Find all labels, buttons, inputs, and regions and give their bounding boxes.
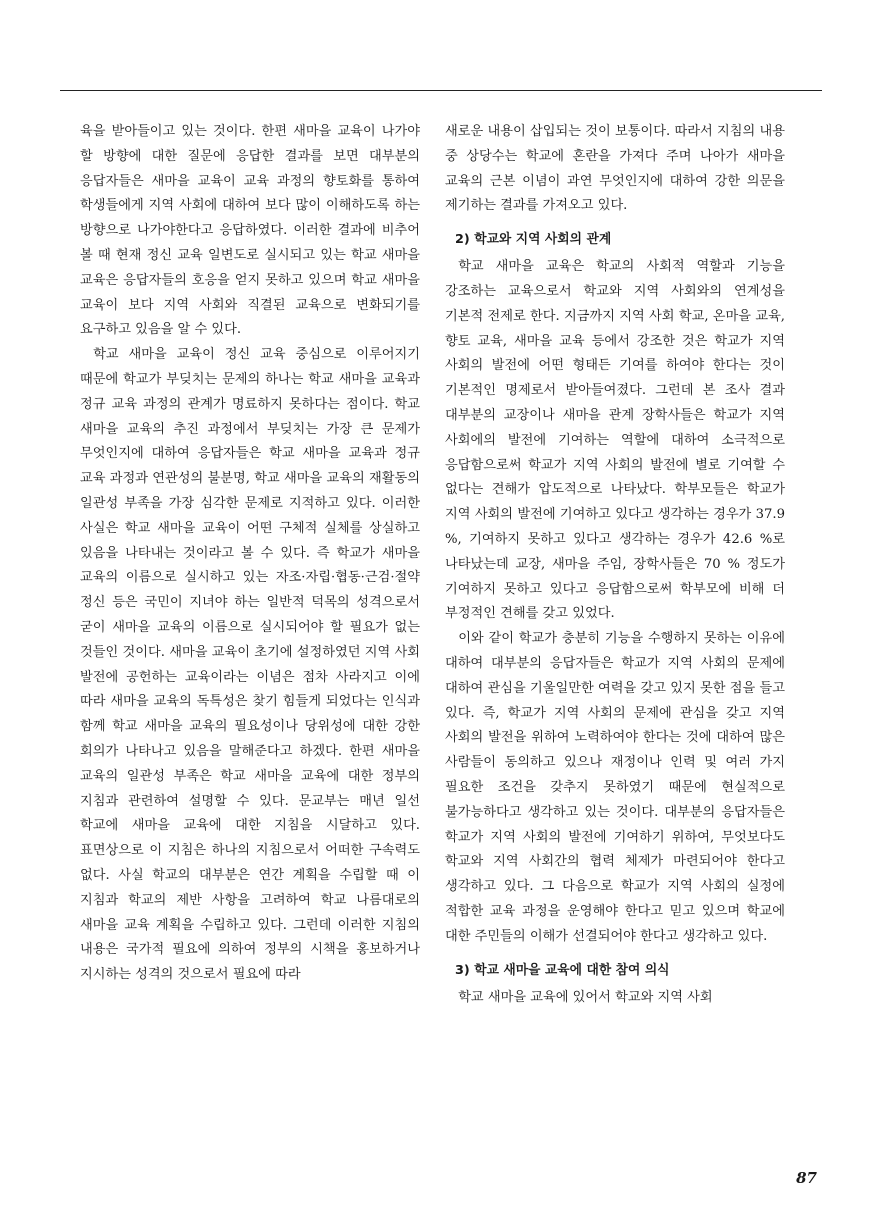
body-paragraph: 육을 받아들이고 있는 것이다. 한편 새마을 교육이 나가야 할 방향에 대한 질문에 응답한 결과를 보면 대부분의 응답자들은 새마을 교육이 교육 과정의 향토화를 통하여 학생들에게 지역 사회에 대하여 보다 많이 이해하도록 하는 방향으로 나가야한다고 응답하였다. 이러한 결과에 비추어 볼 때 현재 정신 교육 일변도로 실시되고 있는 학교 새마을 교육은 응답자들의 호응을 얻지 못하고 있으며 학교 새마을 교육이 보다 지역 사회와 직결된 교육으로 변화되기를 요구하고 있음을 알 수 있다. [80,124,420,338]
body-paragraph: 학교 새마을 교육이 정신 교육 중심으로 이루어지기 때문에 학교가 부딪치는 문제의 하나는 학교 새마을 교육과 정규 교육 과정의 관계가 명료하지 못하다는 점이다. 학교 새마을 교육의 추진 과정에서 부딪치는 가장 큰 문제가 무엇인지에 대하여 응답자들은 학교 새마을 교육과 정규 교육 과정과 연관성의 불분명, 학교 새마을 교육의 재활동의 일관성 부족을 가장 심각한 문제로 지적하고 있다. 이러한 사실은 학교 새마을 교육이 어떤 구체적 실체를 상실하고 있음을 나타내는 것이라고 볼 수 있다. 즉 학교가 새마을 교육의 이름으로 실시하고 있는 자조·자립·협동·근검·절약 정신 등은 국민이 지녀야 하는 일반적 덕목의 성격으로서 굳이 새마을 교육의 이름으로 실시되어야 할 필요가 없는 것들인 것이다. 새마을 교육이 초기에 설정하였던 지역 사회 발전에 공헌하는 교육이라는 이념은 점차 사라지고 이에 따라 새마을 교육의 독특성은 찾기 힘들게 되었다는 인식과 함께 학교 새마을 교육의 필요성이나 당위성에 대한 강한 회의가 나타나고 있음을 말해준다고 하겠다. 한편 새마을 교육의 일관성 부족은 학교 새마을 교육에 대한 정부의 지침과 관련하여 설명할 수 있다. 문교부는 매년 일선 학교에 새마을 교육에 대한 지침을 시달하고 있다. 표면상으로 이 지침은 하나의 지침으로서 어떠한 구속력도 없다. 사실 학교의 대부분은 연간 계획을 수립할 때 이 지침과 학교의 제반 사항을 고려하여 학교 나름대로의 새마을 교육 계획을 수립하고 있다. 그런데 이러한 지침의 내용은 국가적 필요에 의하여 정부의 시책을 홍보하거나 지시하는 성격의 것으로서 필요에 따라 [80,347,420,983]
body-paragraph: 이와 같이 학교가 충분히 기능을 수행하지 못하는 이유에 대하여 대부분의 응답자들은 학교가 지역 사회의 문제에 대하여 관심을 기울일만한 여력을 갖고 있지 못한 점을 들고 있다. 즉, 학교가 지역 사회의 문제에 관심을 갖고 지역 사회의 발전을 위하여 노력하여야 한다는 것에 대하여 많은 사람들이 동의하고 있으나 재정이나 인력 및 여러 가지 필요한 조건을 갖추지 못하였기 때문에 현실적으로 불가능하다고 생각하고 있는 것이다. 대부분의 응답자들은 학교가 지역 사회의 발전에 기여하기 위하여, 무엇보다도 학교와 지역 사회간의 협력 체제가 마련되어야 한다고 생각하고 있다. 그 다음으로 학교가 지역 사회의 실정에 적합한 교육 과정을 운영해야 한다고 믿고 있으며 학교에 대한 주민들의 이해가 선결되어야 한다고 생각하고 있다. [445,631,785,944]
section-heading: 2) 학교와 지역 사회의 관계 [455,232,612,248]
body-paragraph: 학교 새마을 교육은 학교의 사회적 역할과 기능을 강조하는 교육으로서 학교와 지역 사회와의 연계성을 기본적 전제로 한다. 지금까지 지역 사회 학교, 온마을 교육, 향토 교육, 새마을 교육 등에서 강조한 것은 학교가 지역 사회의 발전에 어떤 형태든 기여를 하여야 한다는 것이 기본적인 명제로서 받아들여졌다. 그런데 본 조사 결과 대부분의 교장이나 새마을 관계 장학사들은 학교가 지역 사회에의 발전에 기여하는 역할에 대하여 소극적으로 응답함으로써 학교가 지역 사회의 발전에 별로 기여할 수 없다는 견해가 압도적으로 나타났다. 학부모들은 학교가 지역 사회의 발전에 기여하고 있다고 생각하는 경우가 37.9 %, 기여하지 못하고 있다고 생각하는 경우가 42.6 %로 나타났는데 교장, 새마을 주임, 장학사들은 70 % 정도가 기여하지 못하고 있다고 응답함으로써 학부모에 비해 더 부정적인 견해를 갖고 있었다. [445,259,785,622]
header-rule [60,90,822,91]
section-heading: 3) 학교 새마을 교육에 대한 참여 의식 [455,962,670,978]
body-paragraph: 학교 새마을 교육에 있어서 학교와 지역 사회 [458,989,713,1005]
right-column [445,120,785,1010]
left-column [80,120,420,988]
page-number: 87 [796,1169,817,1187]
body-paragraph: 새로운 내용이 삽입되는 것이 보통이다. 따라서 지침의 내용 중 상당수는 학교에 혼란을 가져다 주며 나아가 새마을 교육의 근본 이념이 과연 무엇인지에 대하여 강한 의문을 제기하는 결과를 가져오고 있다. [445,124,785,214]
